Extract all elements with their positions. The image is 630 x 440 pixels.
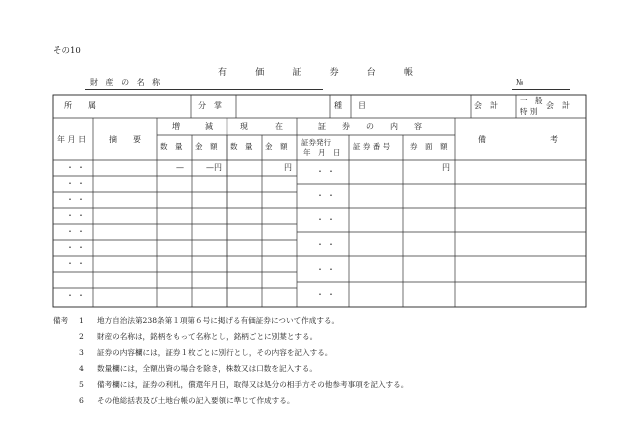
note-number: 5	[79, 380, 84, 389]
note-number: 3	[79, 348, 84, 357]
title-char: 帳	[403, 68, 413, 78]
date-dots: ・・	[66, 259, 88, 268]
issue-date-dots: ・・	[316, 215, 338, 224]
number-label: №	[516, 78, 524, 87]
row1-dash-yen: —円	[206, 163, 222, 172]
notes-label: 備考	[53, 316, 69, 325]
header-amount-1: 金 額	[195, 142, 218, 151]
header-sec-content: 証 券 の 内 容	[318, 122, 422, 131]
header-face-value: 券 面 額	[410, 142, 448, 151]
note-item	[53, 377, 408, 393]
note-number: 6	[79, 396, 84, 405]
header-current: 現	[240, 122, 248, 131]
title-char: 有	[218, 68, 228, 78]
note-item	[53, 329, 408, 345]
title-char: 台	[366, 68, 376, 78]
date-dots: ・・	[66, 163, 88, 172]
note-item	[53, 345, 408, 361]
title-char: 証	[292, 68, 302, 78]
issue-date-dots: ・・	[316, 290, 338, 299]
issue-date-dots: ・・	[316, 191, 338, 200]
issue-date-dots: ・・	[316, 240, 338, 249]
header-date: 年 月 日	[57, 135, 87, 144]
header-decrease: 減	[205, 122, 213, 131]
header-quantity-2: 数 量	[230, 142, 253, 151]
header-bunsho: 分 掌	[198, 101, 222, 110]
date-dots: ・・	[66, 243, 88, 252]
header-shozoku: 所 属	[64, 101, 96, 110]
note-number: 4	[79, 364, 84, 373]
header-quantity-1: 数 量	[160, 142, 183, 151]
header-sec-number: 証 券 番 号	[353, 142, 391, 151]
issue-date-dots: ・・	[316, 265, 338, 274]
header-shumoku: 種 目	[334, 101, 366, 110]
header-amount-2: 金 額	[265, 142, 288, 151]
form-number: その10	[53, 46, 81, 56]
row1-dash: —	[176, 163, 184, 172]
note-item	[53, 361, 408, 377]
header-issue-date-2: 年 月 日	[303, 148, 341, 157]
header-increase: 増	[172, 122, 180, 131]
date-dots: ・・	[66, 179, 88, 188]
row1-yen: 円	[284, 163, 292, 172]
note-item	[53, 393, 408, 409]
note-text: 備考欄には，証券の利札，償還年月日，取得又は処分の相手方その他参考事項を記入する。	[97, 380, 409, 389]
header-kaikei: 会 計	[474, 101, 498, 110]
header-summary: 摘 要	[109, 135, 141, 144]
header-exist: 在	[275, 122, 283, 131]
note-item	[53, 313, 408, 329]
header-kaikei-ippan: 一 般	[520, 96, 543, 105]
date-dots: ・・	[66, 291, 88, 300]
note-text: 数量欄には，全額出資の場合を除き，株数又は口数を記入する。	[97, 364, 317, 373]
title-char: 価	[255, 68, 265, 78]
notes-section	[53, 313, 408, 409]
note-text: その他総括表及び土地台帳の記入要領に準じて作成する。	[97, 396, 295, 405]
face-value-yen: 円	[442, 163, 450, 172]
note-number: 1	[79, 316, 84, 325]
date-dots: ・・	[66, 195, 88, 204]
note-text: 財産の名称は，銘柄をもって名称とし，銘柄ごとに別葉とする。	[97, 332, 318, 341]
date-dots: ・・	[66, 227, 88, 236]
issue-date-dots: ・・	[316, 167, 338, 176]
note-text: 地方自治法第238条第１項第６号に掲げる有価証券について作成する。	[97, 316, 340, 325]
title-char: 券	[329, 68, 339, 78]
header-issue-date-1: 証券発行	[301, 138, 331, 147]
date-dots: ・・	[66, 211, 88, 220]
note-text: 証券の内容欄には，証券１枚ごとに別行とし，その内容を記入する。	[97, 348, 333, 357]
header-kaikei-2: 会 計	[546, 101, 570, 110]
note-number: 2	[79, 332, 84, 341]
property-name-label: 財 産 の 名 称	[90, 78, 163, 87]
header-remarks: 備 考	[478, 135, 558, 144]
header-kaikei-tokubetsu: 特 別	[520, 107, 538, 116]
